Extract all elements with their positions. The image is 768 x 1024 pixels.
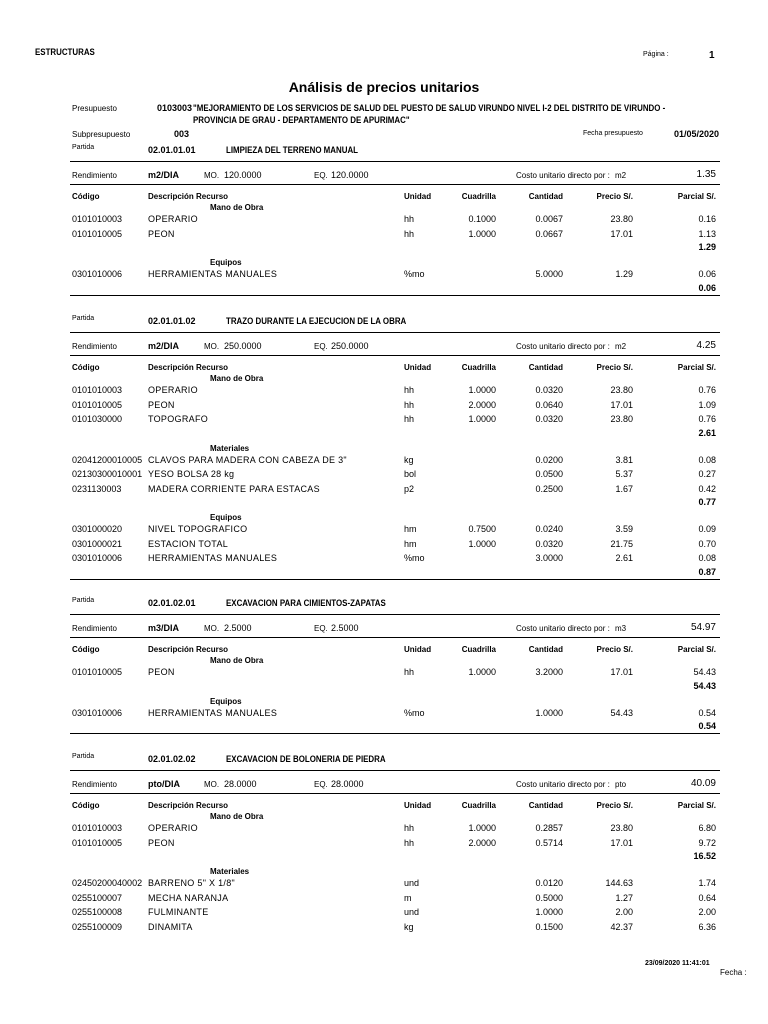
group-title: Equipos xyxy=(210,513,242,522)
resource-code: 0101030000 xyxy=(72,414,123,424)
resource-quantity: 0.0640 xyxy=(535,399,563,410)
resource-description: PEON xyxy=(148,228,175,239)
col-cantidad: Cantidad xyxy=(528,363,563,372)
resource-partial: 54.43 xyxy=(693,667,716,677)
resource-partial: 0.64 xyxy=(698,892,716,903)
resource-quantity: 5.0000 xyxy=(535,269,563,279)
col-cantidad: Cantidad xyxy=(528,645,563,654)
col-unidad: Unidad xyxy=(404,645,432,654)
partida-name xyxy=(226,145,376,155)
mo-label: MO. xyxy=(204,780,220,789)
resource-row xyxy=(0,455,768,469)
resource-unit: und xyxy=(404,907,420,917)
resource-quantity: 0.2857 xyxy=(535,823,563,833)
col-cuadrilla: Cuadrilla xyxy=(461,192,496,201)
mo-label: MO. xyxy=(204,171,220,180)
resource-description: OPERARIO xyxy=(148,214,198,224)
col-descripcion: Descripción Recurso xyxy=(148,363,229,372)
resource-partial: 6.36 xyxy=(698,921,716,932)
resource-quantity: 0.0667 xyxy=(535,228,563,239)
group-subtotal: 0.87 xyxy=(698,566,716,577)
col-cantidad: Cantidad xyxy=(528,192,563,201)
resource-unit: hh xyxy=(404,399,415,410)
separator-line xyxy=(70,637,720,638)
rendimiento-label: Rendimiento xyxy=(72,780,117,789)
page-title: Análisis de precios unitarios xyxy=(288,79,480,95)
page-number: 1 xyxy=(709,50,715,61)
unit-cost-unit: m2 xyxy=(615,342,627,351)
eq-label: EQ. xyxy=(314,342,328,351)
separator-line xyxy=(70,614,720,615)
budget-description-cont: PROVINCIA DE GRAU - DEPARTAMENTO DE APURIMAC" xyxy=(193,115,410,125)
resource-code: 0231130003 xyxy=(72,483,122,494)
separator-line xyxy=(70,295,720,296)
unit-cost-unit: m3 xyxy=(615,624,627,633)
resource-partial: 0.16 xyxy=(698,214,716,224)
resource-partial: 0.54 xyxy=(698,707,716,718)
resource-row xyxy=(0,667,768,681)
resource-row xyxy=(0,385,768,399)
group-title: Equipos xyxy=(210,696,242,706)
col-descripcion: Descripción Recurso xyxy=(148,801,229,810)
company-name: ESTRUCTURAS xyxy=(35,47,95,57)
resource-code: 0101010003 xyxy=(72,823,123,833)
budget-date-label: Fecha presupuesto xyxy=(583,130,643,137)
resource-price: 17.01 xyxy=(610,399,633,410)
resource-price: 23.80 xyxy=(610,385,633,395)
rendimiento-unit: pto/DIA xyxy=(148,779,180,789)
resource-unit: m xyxy=(404,892,412,903)
resource-price: 42.37 xyxy=(610,921,633,932)
resource-price: 2.61 xyxy=(615,553,633,563)
resource-price: 1.27 xyxy=(615,892,633,903)
resource-unit: hh xyxy=(404,414,415,424)
unit-cost-value: 4.25 xyxy=(696,340,716,351)
resource-price: 3.81 xyxy=(615,454,633,465)
resource-quantity: 0.0320 xyxy=(535,414,563,424)
resource-unit: hh xyxy=(404,823,415,833)
resource-description: OPERARIO xyxy=(148,385,198,395)
separator-line xyxy=(70,184,720,185)
col-parcial: Parcial S/. xyxy=(677,645,716,654)
separator-line xyxy=(70,793,720,794)
resource-description: YESO BOLSA 28 kg xyxy=(148,469,235,479)
resource-code: 0101010005 xyxy=(72,399,123,410)
resource-quantity: 0.0240 xyxy=(535,524,563,534)
resource-row xyxy=(0,838,768,852)
partida-name-text: EXCAVACION DE BOLONERIA DE PIEDRA xyxy=(226,754,386,764)
partida-code: 02.01.02.02 xyxy=(148,754,196,764)
col-codigo: Código xyxy=(72,192,100,201)
resource-quantity: 0.5714 xyxy=(535,837,563,848)
budget-code: 0103003 xyxy=(157,103,193,113)
resource-row xyxy=(0,469,768,483)
partida-code: 02.01.02.01 xyxy=(148,598,196,608)
resource-partial: 0.42 xyxy=(698,483,716,494)
resource-partial: 9.72 xyxy=(698,837,716,848)
col-precio: Precio S/. xyxy=(596,645,633,654)
resource-price: 21.75 xyxy=(610,538,633,549)
resource-price: 2.00 xyxy=(615,907,633,917)
col-precio: Precio S/. xyxy=(596,801,633,810)
page-label: Página : xyxy=(643,51,669,58)
eq-value: 250.0000 xyxy=(331,341,369,351)
group-subtotal: 0.77 xyxy=(698,497,716,507)
resource-unit: %mo xyxy=(404,269,425,279)
resource-cuadrilla: 2.0000 xyxy=(468,837,496,848)
resource-description: MADERA CORRIENTE PARA ESTACAS xyxy=(148,483,320,494)
resource-description: OPERARIO xyxy=(148,823,198,833)
group-subtotal: 1.29 xyxy=(698,242,716,252)
resource-partial: 0.76 xyxy=(698,414,716,424)
group-subtotal: 54.43 xyxy=(693,680,716,691)
unit-cost-value: 54.97 xyxy=(690,622,716,633)
resource-unit: kg xyxy=(404,921,414,932)
mo-value: 250.0000 xyxy=(224,341,262,351)
resource-cuadrilla: 2.0000 xyxy=(468,399,496,410)
unit-cost-value: 1.35 xyxy=(696,169,716,180)
resource-description: NIVEL TOPOGRAFICO xyxy=(148,524,248,534)
resource-partial: 2.00 xyxy=(698,907,716,917)
resource-partial: 0.76 xyxy=(698,385,716,395)
resource-cuadrilla: 0.1000 xyxy=(468,214,496,224)
col-unidad: Unidad xyxy=(404,363,432,372)
budget-date: 01/05/2020 xyxy=(674,129,720,139)
resource-quantity: 0.0120 xyxy=(535,878,563,888)
unit-cost-label: Costo unitario directo por : xyxy=(516,624,610,633)
resource-quantity: 0.0320 xyxy=(535,385,563,395)
group-title: Equipos xyxy=(210,258,242,267)
resource-partial: 0.06 xyxy=(698,269,716,279)
resource-description: HERRAMIENTAS MANUALES xyxy=(148,269,278,279)
resource-quantity: 0.5000 xyxy=(535,892,563,903)
resource-description: FULMINANTE xyxy=(148,907,209,917)
partida-name-text: EXCAVACION PARA CIMIENTOS-ZAPATAS xyxy=(226,598,386,608)
resource-description: MECHA NARANJA xyxy=(148,892,229,903)
resource-quantity: 0.2500 xyxy=(535,483,563,494)
col-parcial: Parcial S/. xyxy=(677,192,716,201)
eq-label: EQ. xyxy=(314,780,328,789)
separator-line xyxy=(70,579,720,580)
separator-line xyxy=(70,355,720,356)
resource-code: 02130300010001 xyxy=(72,469,143,479)
resource-description: BARRENO 5" X 1/8" xyxy=(148,878,236,888)
group-title: Mano de Obra xyxy=(210,812,264,821)
resource-partial: 1.09 xyxy=(698,399,716,410)
resource-unit: %mo xyxy=(404,707,425,718)
eq-label: EQ. xyxy=(314,624,328,633)
resource-code: 0301010006 xyxy=(72,707,123,718)
print-datetime: 23/09/2020 11:41:01 xyxy=(645,960,710,967)
resource-row xyxy=(0,922,768,936)
partida-code: 02.01.01.01 xyxy=(148,145,196,155)
partida-name xyxy=(226,754,407,764)
partida-label: Partida xyxy=(72,315,95,322)
resource-code: 0255100008 xyxy=(72,907,123,917)
resource-row xyxy=(0,823,768,837)
resource-unit: hm xyxy=(404,538,417,549)
col-unidad: Unidad xyxy=(404,801,432,810)
separator-line xyxy=(70,332,720,333)
col-cantidad: Cantidad xyxy=(528,801,563,810)
partida-code: 02.01.01.02 xyxy=(148,316,196,326)
rendimiento-label: Rendimiento xyxy=(72,171,117,180)
rendimiento-unit: m2/DIA xyxy=(148,341,180,351)
col-codigo: Código xyxy=(72,363,100,372)
resource-description: PEON xyxy=(148,399,175,410)
resource-quantity: 0.0067 xyxy=(535,214,563,224)
resource-row xyxy=(0,400,768,414)
resource-row xyxy=(0,229,768,243)
resource-code: 0101010005 xyxy=(72,837,123,848)
resource-cuadrilla: 1.0000 xyxy=(468,667,496,677)
partida-name-text: LIMPIEZA DEL TERRENO MANUAL xyxy=(226,145,358,155)
resource-partial: 0.27 xyxy=(698,469,716,479)
resource-description: TOPOGRAFO xyxy=(148,414,209,424)
group-subtotal: 2.61 xyxy=(698,427,716,438)
print-date-label: Fecha : xyxy=(720,968,747,977)
col-parcial: Parcial S/. xyxy=(677,801,716,810)
resource-code: 0301000021 xyxy=(72,538,123,549)
partida-name-text: TRAZO DURANTE LA EJECUCION DE LA OBRA xyxy=(226,316,407,326)
rendimiento-unit: m3/DIA xyxy=(148,623,180,633)
group-title: Mano de Obra xyxy=(210,656,264,665)
rendimiento-label: Rendimiento xyxy=(72,342,117,351)
separator-line xyxy=(70,770,720,771)
resource-price: 1.29 xyxy=(615,269,633,279)
resource-cuadrilla: 1.0000 xyxy=(468,823,496,833)
eq-value: 28.0000 xyxy=(331,779,364,789)
resource-code: 0101010003 xyxy=(72,385,123,395)
group-subtotal: 0.54 xyxy=(698,721,716,731)
resource-row xyxy=(0,524,768,538)
eq-value: 120.0000 xyxy=(331,170,369,180)
resource-row xyxy=(0,539,768,553)
resource-code: 0301000020 xyxy=(72,524,123,534)
resource-quantity: 0.1500 xyxy=(535,921,563,932)
resource-quantity: 1.0000 xyxy=(535,707,563,718)
resource-partial: 1.74 xyxy=(698,878,716,888)
resource-row xyxy=(0,893,768,907)
resource-price: 1.67 xyxy=(615,483,633,494)
resource-code: 02041200010005 xyxy=(72,454,143,465)
unit-cost-label: Costo unitario directo por : xyxy=(516,342,610,351)
resource-code: 0101010005 xyxy=(72,667,123,677)
resource-partial: 0.70 xyxy=(698,538,716,549)
resource-row xyxy=(0,553,768,567)
partida-name xyxy=(226,316,431,326)
resource-code: 0255100007 xyxy=(72,892,123,903)
group-subtotal: 0.06 xyxy=(698,282,716,293)
resource-row xyxy=(0,414,768,428)
resource-partial: 1.13 xyxy=(698,228,716,239)
group-title: Mano de Obra xyxy=(210,203,264,212)
resource-row xyxy=(0,269,768,283)
col-descripcion: Descripción Recurso xyxy=(148,192,229,201)
unit-cost-value: 40.09 xyxy=(690,778,716,789)
resource-description: PEON xyxy=(148,837,175,848)
resource-quantity: 1.0000 xyxy=(535,907,563,917)
unit-cost-label: Costo unitario directo por : xyxy=(516,780,610,789)
col-unidad: Unidad xyxy=(404,192,432,201)
mo-value: 28.0000 xyxy=(224,779,257,789)
resource-unit: hh xyxy=(404,214,415,224)
resource-description: CLAVOS PARA MADERA CON CABEZA DE 3" xyxy=(148,454,347,465)
resource-quantity: 0.0500 xyxy=(535,469,563,479)
resource-cuadrilla: 1.0000 xyxy=(468,228,496,239)
col-parcial: Parcial S/. xyxy=(677,363,716,372)
resource-partial: 0.08 xyxy=(698,553,716,563)
resource-code: 02450200040002 xyxy=(72,878,143,888)
col-codigo: Código xyxy=(72,801,100,810)
resource-unit: hh xyxy=(404,385,415,395)
resource-description: HERRAMIENTAS MANUALES xyxy=(148,553,278,563)
resource-unit: hh xyxy=(404,667,415,677)
separator-line xyxy=(70,733,720,734)
budget-label: Presupuesto xyxy=(72,104,117,113)
resource-unit: hm xyxy=(404,524,417,534)
group-subtotal: 16.52 xyxy=(693,851,716,861)
resource-quantity: 3.2000 xyxy=(535,667,563,677)
partida-label: Partida xyxy=(72,597,95,604)
rendimiento-label: Rendimiento xyxy=(72,624,117,633)
resource-quantity: 0.0200 xyxy=(535,454,563,465)
resource-quantity: 0.0320 xyxy=(535,538,563,549)
resource-code: 0301010006 xyxy=(72,269,123,279)
resource-cuadrilla: 0.7500 xyxy=(468,524,496,534)
resource-partial: 0.09 xyxy=(698,524,716,534)
resource-row xyxy=(0,907,768,921)
eq-label: EQ. xyxy=(314,171,328,180)
resource-row xyxy=(0,708,768,722)
resource-cuadrilla: 1.0000 xyxy=(468,385,496,395)
resource-unit: bol xyxy=(404,469,417,479)
partida-label: Partida xyxy=(72,753,95,760)
resource-unit: und xyxy=(404,878,420,888)
resource-row xyxy=(0,484,768,498)
resource-unit: hh xyxy=(404,837,415,848)
unit-cost-unit: pto xyxy=(615,780,627,789)
resource-cuadrilla: 1.0000 xyxy=(468,538,496,549)
resource-price: 23.80 xyxy=(610,823,633,833)
resource-description: ESTACION TOTAL xyxy=(148,538,229,549)
col-cuadrilla: Cuadrilla xyxy=(461,363,496,372)
col-descripcion: Descripción Recurso xyxy=(148,645,229,654)
col-precio: Precio S/. xyxy=(596,192,633,201)
col-cuadrilla: Cuadrilla xyxy=(461,801,496,810)
resource-code: 0101010005 xyxy=(72,228,123,239)
col-cuadrilla: Cuadrilla xyxy=(461,645,496,654)
resource-row xyxy=(0,878,768,892)
resource-description: HERRAMIENTAS MANUALES xyxy=(148,707,278,718)
resource-unit: hh xyxy=(404,228,415,239)
resource-unit: kg xyxy=(404,454,414,465)
subbudget-code: 003 xyxy=(174,129,190,139)
resource-partial: 6.80 xyxy=(698,823,716,833)
resource-price: 54.43 xyxy=(610,707,633,718)
resource-description: PEON xyxy=(148,667,175,677)
resource-price: 144.63 xyxy=(605,878,633,888)
col-codigo: Código xyxy=(72,645,100,654)
resource-code: 0101010003 xyxy=(72,214,123,224)
resource-code: 0301010006 xyxy=(72,553,123,563)
partida-name xyxy=(226,598,408,608)
partida-label: Partida xyxy=(72,144,95,151)
resource-price: 3.59 xyxy=(615,524,633,534)
separator-line xyxy=(70,161,720,162)
resource-unit: p2 xyxy=(404,483,415,494)
mo-value: 2.5000 xyxy=(224,623,252,633)
resource-row xyxy=(0,214,768,228)
resource-partial: 0.08 xyxy=(698,454,716,465)
unit-cost-label: Costo unitario directo por : xyxy=(516,171,610,180)
mo-label: MO. xyxy=(204,342,220,351)
group-title: Materiales xyxy=(210,867,250,876)
col-precio: Precio S/. xyxy=(596,363,633,372)
resource-price: 5.37 xyxy=(615,469,633,479)
rendimiento-unit: m2/DIA xyxy=(148,170,180,180)
resource-code: 0255100009 xyxy=(72,921,123,932)
budget-description: "MEJORAMIENTO DE LOS SERVICIOS DE SALUD DEL PUESTO DE SALUD VIRUNDO NIVEL I-2 DEL DISTRITO DE VIRUNDO - xyxy=(193,103,666,113)
eq-value: 2.5000 xyxy=(331,623,359,633)
resource-price: 23.80 xyxy=(610,214,633,224)
subbudget-label: Subpresupuesto xyxy=(72,130,131,139)
resource-price: 17.01 xyxy=(610,837,633,848)
resource-quantity: 3.0000 xyxy=(535,553,563,563)
group-title: Mano de Obra xyxy=(210,374,264,383)
resource-unit: %mo xyxy=(404,553,425,563)
group-title: Materiales xyxy=(210,443,250,453)
resource-description: DINAMITA xyxy=(148,921,193,932)
resource-cuadrilla: 1.0000 xyxy=(468,414,496,424)
resource-price: 17.01 xyxy=(610,667,633,677)
resource-price: 17.01 xyxy=(610,228,633,239)
mo-label: MO. xyxy=(204,624,220,633)
unit-cost-unit: m2 xyxy=(615,171,627,180)
mo-value: 120.0000 xyxy=(224,170,262,180)
resource-price: 23.80 xyxy=(610,414,633,424)
